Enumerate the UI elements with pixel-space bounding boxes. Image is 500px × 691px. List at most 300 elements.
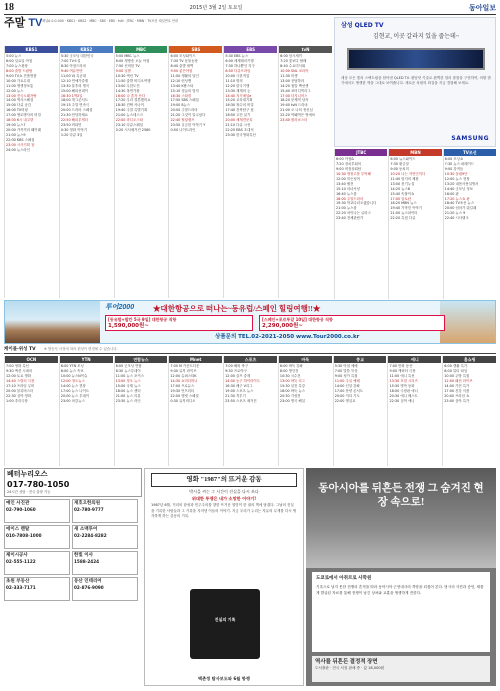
program-item: 5:00 뉴스 xyxy=(6,54,22,58)
program-item: 22:50 해피투게더 xyxy=(60,118,89,123)
cable-tv-title: 케이블·위성 TV xyxy=(4,347,36,352)
classified-item-phone: 010-7808-1000 xyxy=(6,532,42,538)
program-item: 14:00 역사스페셜 xyxy=(6,98,34,103)
program-item: 14:20 뉴스8 xyxy=(390,186,410,191)
program-item: 7:30 뉴스 퍼레이드 xyxy=(444,161,475,166)
classified-item[interactable] xyxy=(4,551,70,575)
program-item: 10:30 냉장고를 부탁해 xyxy=(336,171,371,176)
program-item: 15:40 속풀이쇼 xyxy=(390,191,415,196)
program-item: 22:00 라디오스타 xyxy=(115,118,143,123)
classified-ads xyxy=(4,468,142,686)
program-item: 6:00 뉴스와이드 xyxy=(390,157,416,161)
program-item: 22:20 차이나는 클라스 xyxy=(336,211,371,216)
program-item: 11:00 생활의 달인 xyxy=(170,73,199,78)
program-item: 22:00 엠넷 스페셜 xyxy=(170,393,199,398)
classified-item-phone: 02-555-1122 xyxy=(6,558,36,564)
program-item: 9:00 동치미 xyxy=(390,166,409,171)
channel-column xyxy=(334,149,387,299)
program-item: 23:50 비타민 xyxy=(60,123,82,128)
channel-name: 연합뉴스 xyxy=(115,356,168,363)
channel-name: 종교 xyxy=(334,356,387,363)
program-item: 7:00 해외 축구 xyxy=(225,364,248,368)
program-item: 23:10 다큐스페셜 xyxy=(115,123,143,128)
program-item: 7:30 TV 동물농장 xyxy=(170,58,198,63)
program-item: 5:00 MBC 뉴스 xyxy=(115,54,140,58)
program-item: 13:00 정오 뉴스 xyxy=(115,378,141,383)
program-item: 12:20 한국기행 xyxy=(225,83,250,88)
program-item: 15:20 교육대기획 xyxy=(225,98,253,103)
program-item: 21:20 뉴스 9 xyxy=(444,211,466,216)
program-item: 6:00 바둑 강좌 xyxy=(279,364,303,368)
program-item: 20:00 뉴스 투데이 xyxy=(60,393,90,398)
program-item: 10:30 섹션 TV xyxy=(115,73,139,78)
program-item: 9:00 강적들 xyxy=(444,166,464,171)
tv-schedule-grid-right xyxy=(334,149,496,299)
program-item: 14:40 스릴러 극장 xyxy=(6,378,35,383)
program-item: 12:00 슈퍼스타K xyxy=(170,373,197,378)
classified-item-title: 제이시공사 xyxy=(6,553,28,558)
program-list xyxy=(388,363,441,466)
program-item: 17:00 프로듀스 xyxy=(170,383,195,388)
program-item: 9:30 프로야구 xyxy=(225,368,247,373)
program-item: 10:00 SNL 코리아 xyxy=(280,68,309,73)
program-item: 9:00 캐릭터 극장 xyxy=(389,368,416,373)
program-item: 14:30 복면가왕 xyxy=(115,88,140,93)
program-item: 10:30 살림9단 xyxy=(444,171,468,176)
issue-date: 2015년 3월 2일 토요일 xyxy=(189,5,243,12)
war-headline: 동아시아를 뒤흔든 전쟁 그 숨겨진 현장 속으로! xyxy=(318,483,484,509)
ad-brand: 삼성 QLED TV xyxy=(341,22,384,29)
program-item: 9:30 액션 시네마 xyxy=(6,368,33,373)
program-item: 23:00 심야 특가 xyxy=(444,398,470,403)
program-item: 10:20 나는 자연인이다 xyxy=(390,171,426,176)
program-item: 19:30 학교다녀오겠습니다 xyxy=(336,201,377,206)
program-item: 7:20 꽃보다 할배 xyxy=(280,58,307,63)
tv-schedule-grid xyxy=(4,46,332,298)
program-item: 7:00 M 카운트다운 xyxy=(170,364,200,368)
program-item: 18:50 고전 읽기 xyxy=(225,113,251,118)
program-item: 16:30 1박2일 xyxy=(60,93,83,98)
channel-column xyxy=(168,356,222,466)
program-item: 19:00 8뉴스 xyxy=(170,103,191,108)
program-item: 21:00 오 나의 귀신님 xyxy=(280,108,313,113)
program-item: 17:00 건강 식품 xyxy=(444,388,470,393)
ad-headline: 김현교, 이곳 갈라지 있을 줍는데~ xyxy=(372,34,460,40)
section-title-b: TV xyxy=(28,17,43,29)
war-body-box xyxy=(312,572,490,652)
channel-name: 바둑 xyxy=(279,356,332,363)
channel-column xyxy=(4,356,58,466)
program-item: 23:30 한국영화특선 xyxy=(225,133,256,137)
program-list xyxy=(5,53,58,298)
qled-tv-ad[interactable] xyxy=(334,17,496,147)
program-item: 14:00 뉴스 현장 xyxy=(60,383,86,388)
program-item: 6:00 YTN 모닝 xyxy=(60,364,84,368)
program-item: 16:30 배구 V리그 xyxy=(225,383,253,388)
program-item: 8:30 아침드라마 xyxy=(60,63,86,68)
program-item: 10:00 뉴스N이슈 xyxy=(60,373,88,378)
classified-item-phone: 02-780-9777 xyxy=(74,506,104,512)
program-item: 20:00 주말드라마 xyxy=(170,108,198,113)
program-item: 18:00 6시 내고향 xyxy=(6,118,34,123)
classified-item-title: 예인 사진관 xyxy=(6,501,30,506)
program-item: 13:40 K팝스타 xyxy=(170,83,194,88)
program-item: 13:40 썰전 xyxy=(336,181,354,186)
program-item: 18:00 개그콘서트 xyxy=(60,98,89,103)
program-item: 22:00 KBS 스페셜 xyxy=(6,137,35,142)
program-item: 23:40 롤러코스터 xyxy=(280,118,308,123)
program-item: 18:20 MBN 뉴스 xyxy=(390,201,417,206)
program-item: 21:10 다큐 시선 xyxy=(225,123,251,128)
program-item: 21:00 뉴스데스크 xyxy=(115,113,143,118)
classified-item[interactable] xyxy=(72,525,138,549)
program-list xyxy=(224,363,277,466)
classified-item-title: 한빛 이사 xyxy=(74,553,93,558)
program-item: 15:10 마녀사냥 xyxy=(336,186,360,191)
program-item: 9:30 뮤직 라이브 xyxy=(170,368,197,373)
classified-title: 베터누리오스 xyxy=(7,471,48,478)
classified-item-title: 재호오한의원 xyxy=(74,501,101,506)
masthead xyxy=(4,3,496,15)
channel-column xyxy=(442,356,496,466)
program-item: 6:00 생활 특가 xyxy=(444,364,468,368)
program-item: 15:00 다큐 공감 xyxy=(6,103,32,108)
program-item: 12:00 패션 라이브 xyxy=(444,378,473,383)
program-item: 6:00 일요일 아침 xyxy=(6,58,33,63)
classified-main[interactable] xyxy=(4,468,142,497)
channel-name: SBS xyxy=(169,46,222,53)
classified-item[interactable] xyxy=(4,577,70,601)
program-item: 11:40 엄지의 제왕 xyxy=(390,176,419,181)
channel-column xyxy=(387,356,441,466)
program-item: 22:40 힐링캠프 xyxy=(170,118,195,123)
channel-name: KBS1 xyxy=(5,46,58,53)
program-item: 7:00 뉴스광장 xyxy=(6,63,28,68)
channel-column xyxy=(278,46,332,298)
program-item: 21:00 뉴스 리뷰 xyxy=(115,393,141,398)
package-title: [스페인+포르투갈 10일] 대한항공 직항 xyxy=(262,317,333,322)
program-item: 17:50 SBS 스페셜 xyxy=(170,98,199,103)
program-list xyxy=(334,363,387,466)
city-photo-left xyxy=(5,301,100,343)
program-item: 22:40 시사탱크 xyxy=(444,216,469,221)
program-item: 12:00 정오뉴스 xyxy=(60,378,85,383)
cable-tv-grid xyxy=(4,356,496,466)
program-item: 17:00 생로병사의 비밀 xyxy=(6,113,41,118)
channel-name: tvN xyxy=(279,46,332,53)
war-footer-title: 역사를 뒤흔든 결정적 장면 xyxy=(315,659,378,665)
program-item: 1:00 추리극장 xyxy=(6,398,28,403)
program-item: 22:00 명설교 xyxy=(334,398,356,403)
program-item: 21:00 뉴스9 xyxy=(6,133,26,137)
classified-item[interactable] xyxy=(72,499,138,523)
classified-item-title: 새 소맥투어 xyxy=(74,527,98,532)
program-item: 9:40 여유만만 xyxy=(60,68,83,73)
tv-section-header xyxy=(4,17,332,45)
program-item: 22:20 특집 다큐 xyxy=(390,216,416,221)
page-number: 18 xyxy=(4,2,14,14)
program-item: 16:00 판 xyxy=(444,191,459,196)
program-item: 18:40 TV조선 뉴스 xyxy=(444,201,475,206)
program-item: 8:00 뉴스 속보 xyxy=(60,368,84,373)
program-item: 21:20 그것이 알고싶다 xyxy=(170,113,206,118)
program-item: 7:30 하나뿐인 지구 xyxy=(225,63,255,68)
program-item: 20:00 드라마 스페셜 xyxy=(60,108,93,113)
program-item: 16:00 TV비평 xyxy=(6,108,28,113)
program-item: 9:00 비정상회담 xyxy=(336,166,362,171)
classified-item[interactable] xyxy=(4,525,70,549)
program-item: 0:20 시사매거진 2580 xyxy=(115,128,151,133)
classified-item-title: 초원 부동산 xyxy=(6,579,30,584)
program-item: 14:40 굿모닝 정보 xyxy=(444,186,473,191)
program-item: 17:00 찬양 콘서트 xyxy=(334,388,363,393)
program-item: 18:20 문제적 남자 xyxy=(280,98,309,103)
program-item: 13:30 세계의 눈 xyxy=(225,88,251,93)
program-item: 19:00 스포츠 뉴스 xyxy=(225,388,254,393)
channel-column xyxy=(114,46,168,298)
program-item: 20:30 기성전 xyxy=(279,393,301,398)
program-item: 15:40 코미디빅리그 xyxy=(280,88,311,93)
channel-name: EBS xyxy=(224,46,277,53)
program-list xyxy=(444,156,496,299)
book-ad[interactable] xyxy=(144,468,304,686)
classified-item[interactable] xyxy=(4,499,70,523)
channel-name: MBN xyxy=(389,149,441,156)
program-item: 14:30 쇼미더머니 xyxy=(170,378,198,383)
channel-name: JTBC xyxy=(335,149,387,156)
program-item: 17:00 뉴스 나이트 xyxy=(60,388,90,393)
program-item: 0:30 뮤직비디오 xyxy=(170,398,196,403)
channel-column xyxy=(59,356,113,466)
book-headline: 영화 "1987"의 뜨거운 감동 xyxy=(151,473,297,487)
channel-guide-note: 채널A 0-0-000 · KBS1 · KBS2 · MBC · SBS · EBS · tvN · JTBC · MBN · TV조선 채널번호 안내 xyxy=(42,19,179,23)
program-item: 14:00 농구 하이라이트 xyxy=(225,378,260,383)
program-item: 8:50 다큐프라임 xyxy=(225,68,251,73)
classified-item-phone: 02-2284-8282 xyxy=(74,532,107,538)
program-item: 5:30 EBS 뉴스 xyxy=(225,54,249,58)
classified-item-phone: 02-876-9090 xyxy=(74,584,104,590)
travel-tagline: ★대한항공으로 떠나는~동유럽/스페인 힐링여행!!★ xyxy=(153,304,321,313)
program-item: 0:30 영화 이야기 xyxy=(60,128,87,133)
program-item: 6:00 아침& xyxy=(336,157,354,161)
channel-column xyxy=(333,356,387,466)
program-item: 6:00 모닝와이드 xyxy=(170,54,196,58)
program-item: 11:00 생생정보통 xyxy=(6,83,34,88)
program-item: 8:40 출발 새벽 xyxy=(170,63,194,68)
program-item: 17:10 프라임 무비 xyxy=(6,383,35,388)
program-item: 10:00 극한직업 xyxy=(225,73,250,78)
program-item: 11:00 애니 특선 xyxy=(389,373,415,378)
channel-column xyxy=(59,46,113,298)
channel-name: OCN xyxy=(5,356,58,363)
program-item: 19:00 뉴스7 xyxy=(6,123,26,128)
war-body-title: 도쿄로에서 아쥐르로 사학원 xyxy=(316,576,372,581)
war-body-text: 기록으로 남지 못한 전쟁의 흔적을 따라 동아시아 근현대사의 격랑을 되짚어 본다. 당시의 사진과 증언, 새롭게 발굴된 자료를 통해 전쟁이 남긴 상처와 교훈을 생생하게 전한다. xyxy=(316,584,484,595)
program-list xyxy=(279,363,332,466)
program-item: 14:00 가전 특가 xyxy=(444,383,470,388)
program-item: 22:20 EBS 초대석 xyxy=(225,128,254,133)
classified-item-title: 에이스 렌탈 xyxy=(6,527,30,532)
program-list xyxy=(115,53,168,298)
channel-name: KBS2 xyxy=(60,46,113,53)
program-item: 11:00 VJ 특공대 xyxy=(60,73,86,78)
channel-column xyxy=(223,46,277,298)
travel-ad-banner[interactable] xyxy=(4,300,496,344)
program-item: 12:00 뉴스 xyxy=(6,88,24,93)
program-item: 18:30 진짜 사나이 xyxy=(115,103,144,108)
program-item: 7:50 신비한 TV xyxy=(115,63,140,68)
program-item: 6:00 세계테마기행 xyxy=(225,58,254,63)
tour-package-1[interactable] xyxy=(105,315,253,331)
program-item: 9:00 성가 특집 xyxy=(334,373,358,378)
program-item: 20:30 애니 베스트 xyxy=(389,393,418,398)
program-item: 13:00 천기누설 xyxy=(390,181,415,186)
cable-tv-header xyxy=(4,346,496,354)
program-item: 23:40 전체관람가 xyxy=(336,216,364,221)
program-item: 11:10 명의 xyxy=(225,78,243,83)
package-price: 1,590,000원~ xyxy=(108,323,149,329)
program-item: 1:20 다큐 3일 xyxy=(60,133,83,137)
channel-name: MBC xyxy=(115,46,168,53)
program-item: 13:30 모험 시리즈 xyxy=(389,378,418,383)
program-item: 18:00 주말드라마 xyxy=(336,196,364,201)
program-item: 6:00 삼시세끼 xyxy=(280,54,302,58)
program-item: 23:50 궁금한 이야기 Y xyxy=(170,123,206,128)
program-item: 6:00 굿모닝 연합 xyxy=(115,364,142,368)
program-item: 12:00 히든싱어 xyxy=(336,176,360,181)
section-title-a: 주말 xyxy=(4,17,26,29)
channel-column xyxy=(388,149,441,299)
program-item: 14:20 집밥 백선생 xyxy=(280,83,309,88)
program-item: 23:00 명국 해설 xyxy=(279,398,305,403)
program-item: 10:30 국수전 xyxy=(279,373,301,378)
program-item: 9:00 TV쇼 진품명품 xyxy=(6,73,37,78)
program-item: 13:30 불후의 명곡 xyxy=(60,83,90,88)
channel-name: Mnet xyxy=(169,356,222,363)
book-subhead: 박시을 씨는 그 시간이 진실을 다시 쓰다 xyxy=(189,489,259,495)
channel-column xyxy=(168,46,222,298)
program-list xyxy=(279,53,332,298)
program-item: 21:30 격투기 xyxy=(225,393,246,398)
program-item: 7:00 영화 특선 xyxy=(6,364,29,368)
program-item: 13:00 무한도전 xyxy=(115,83,140,88)
program-item: 15:30 명작 동화 xyxy=(389,383,415,388)
classified-item-phone: 02-790-1060 xyxy=(6,506,36,512)
tour-package-2[interactable] xyxy=(259,315,445,331)
program-item: 13:00 전국노래자랑 xyxy=(6,93,37,98)
program-item: 15:00 해피선데이 xyxy=(60,88,89,93)
classified-phone: 017-780-1050 xyxy=(7,479,70,489)
channel-name: 스포츠 xyxy=(224,356,277,363)
program-list xyxy=(335,156,387,299)
war-footer-sub: 도서출판 · 전국 서점 판매 중 · 값 18,000원 xyxy=(315,665,385,670)
program-item: 11:30 미생 xyxy=(280,73,298,78)
program-item: 18:00 극장판 애니 xyxy=(389,388,418,393)
program-item: 17:20 뉴스쇼 판 xyxy=(444,196,470,201)
tour-logo: 투어2000 xyxy=(105,304,135,311)
program-item: 16:30 스타킹 xyxy=(170,93,192,98)
program-item: 8:00 출발 드림팀 xyxy=(6,68,33,73)
program-item: 24:00 뉴스라인 xyxy=(6,147,30,152)
program-item: 0:50 나이트라인 xyxy=(170,128,196,133)
classified-item-phone: 02-333-7171 xyxy=(6,584,36,590)
program-item: 15:30 실전 특강 xyxy=(279,383,305,388)
samsung-logo: SAMSUNG xyxy=(451,134,489,142)
war-footer xyxy=(312,656,490,682)
program-item: 20:00 프라임 쇼 xyxy=(444,393,470,398)
program-item: 6:00 생방송 오늘 아침 xyxy=(115,58,150,63)
channel-column xyxy=(443,149,496,299)
program-list xyxy=(169,363,222,466)
program-item: 13:20 내몸사용설명서 xyxy=(444,181,479,186)
program-item: 20:00 세계견문록 xyxy=(225,118,253,123)
program-item: 17:40 건축탐구 집 xyxy=(225,108,254,113)
program-item: 6:00 모닝쇼 xyxy=(444,157,464,161)
program-item: 7:00 TV소설 xyxy=(60,58,81,63)
classified-item[interactable] xyxy=(72,551,138,575)
program-item: 14:40 지식채널e xyxy=(225,93,252,98)
history-book-ad[interactable] xyxy=(306,468,496,686)
program-item: 5:30 아침 예배 xyxy=(334,364,358,368)
program-list xyxy=(60,53,113,298)
classified-list xyxy=(4,499,142,601)
program-item: 11:00 뉴스 포커스 xyxy=(115,373,144,378)
program-item: 19:30 언프리티 xyxy=(170,388,195,393)
channel-name: 애니 xyxy=(388,356,441,363)
program-item: 20:00 블록버스터 xyxy=(6,388,34,393)
program-item: 8:40 수요미식회 xyxy=(280,63,306,68)
program-item: 11:00 주일 예배 xyxy=(334,378,360,383)
program-item: 20:00 엄마가 뭐길래 xyxy=(444,206,477,211)
program-item: 18:00 바둑 뉴스 xyxy=(279,388,305,393)
program-item: 15:00 국제 뉴스 xyxy=(115,383,141,388)
program-item: 11:50 출발 비디오여행 xyxy=(115,78,151,83)
program-item: 19:40 tvN 드라마 xyxy=(280,103,308,108)
program-item: 22:20 막돼먹은 영애씨 xyxy=(280,113,315,118)
program-item: 10:00 가요무대 xyxy=(6,78,30,83)
program-item: 8:30 뉴스투데이 xyxy=(115,368,141,373)
program-list xyxy=(169,53,222,298)
tv-image xyxy=(347,48,485,70)
package-price: 2,290,000원~ xyxy=(262,323,303,329)
classified-item[interactable] xyxy=(72,577,138,601)
program-list xyxy=(443,363,496,466)
program-item: 18:00 뉴스 센터 xyxy=(115,388,141,393)
program-item: 17:00 더지니어스 xyxy=(280,93,308,98)
program-list xyxy=(115,363,168,466)
classified-item-title: 동산 인테리어 xyxy=(74,579,102,584)
program-list xyxy=(60,363,113,466)
program-item: 20:00 가족끼리 왜이래 xyxy=(6,128,41,133)
program-item: 14:00 신앙 강좌 xyxy=(334,383,360,388)
program-list xyxy=(389,156,441,299)
program-item: 16:40 뉴스룸 xyxy=(336,191,357,196)
book-body: 1987년 6월, 거리의 함성과 민주주의를 향한 뜨거운 열망이 한 권의 책에 담겼다. 그날의 진실을 기록한 사람들과 그 기록을 지켜낸 이들의 이야기. 지금 우리가 누리는 자유의 무게를 다시 생각하게 하는 감동의 기록. xyxy=(151,503,297,518)
program-item: 20:00 저녁 기도 xyxy=(334,393,360,398)
channel-column xyxy=(4,46,58,298)
classified-sub: 24시간 상담 · 전국 출장 가능 xyxy=(7,489,51,494)
program-item: 12:00 뉴스 현장 xyxy=(444,176,470,181)
channel-column xyxy=(114,356,168,466)
city-photo-right xyxy=(440,301,495,343)
program-item: 23:30 뉴스 라인 xyxy=(115,398,141,403)
classified-item-phone: 1588-2424 xyxy=(74,558,100,564)
program-item: 22:30 심야 영화 xyxy=(6,393,32,398)
program-item: 7:30 황금알 xyxy=(390,161,409,166)
program-item: 12:00 골프 중계 xyxy=(225,373,251,378)
program-item: 9:50 좋은아침 xyxy=(170,68,193,73)
paper-name: 동아일보 xyxy=(468,4,496,13)
